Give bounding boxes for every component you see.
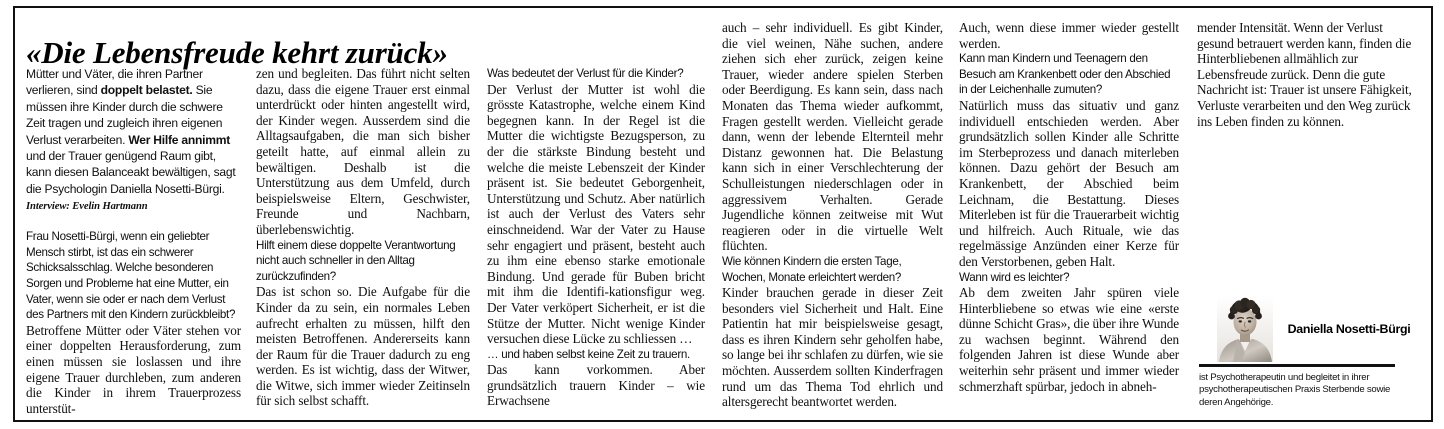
article-headline: «Die Lebensfreude kehrt zurück» (26, 34, 448, 70)
author-bio: ist Psychotherapeutin und begleitet in ihrer psychotherapeutischen Praxis Sterbende sowie deren Angehörige. (1199, 372, 1391, 408)
question-3: Was bedeutet der Verlust für die Kinder? (487, 67, 684, 80)
answer-7-part-2: mender Intensität. Wenn der Verlust gesund betrauert werden kann, finden die Hinterbliebenen allmählich zur Lebensfreude zurück. Denn die gute Nachricht ist: Trauer ist unsere Fähigkeit, Verluste verarbeiten und den Weg zurück ins Leben finden zu können. (1197, 20, 1412, 129)
article-byline: Interview: Evelin Hartmann (26, 201, 148, 213)
lead-part-3: und der Trauer genügend Raum gibt, kann diesen Balanceakt bewältigen, sagt die Psychologin Daniella Nosetti-Bürgi. (26, 149, 236, 196)
text-column-3 (487, 66, 705, 409)
lead-part-2: Sie müssen ihre Kinder durch die schwere Zeit tragen und zugleich ihren eigenen Verlust verarbeiten. (26, 83, 223, 147)
question-2: Hilft einem diese doppelte Verantwortung nicht auch schneller in den Alltag zurückzufinden? (256, 238, 456, 283)
answer-6: Natürlich muss das situativ und ganz individuell entschieden werden. Aber grundsätzlich sollen Kinder alle Schritte im Sterbeprozess und danach miterleben können. Dazu gehört der Besuch am Krankenbett, der Abschied beim Leichnam, die Bestattung. Dieses Miterleben ist für die Trauerarbeit wichtig und hilfreich. Auch Rituale, wie das regelmässige Anzünden einer Kerze für den Verstorbenen, geben Halt. (959, 97, 1179, 269)
author-portrait-photo (1217, 296, 1273, 362)
question-6: Kann man Kindern und Teenagern den Besuch am Krankenbett oder den Abschied in der Leichenhalle zumuten? (959, 52, 1171, 97)
answer-4-part-1: Das kann vorkommen. Aber grundsätzlich trauern Kinder – wie Erwachsene (487, 362, 705, 409)
author-row (1197, 296, 1421, 362)
intro-spacer (26, 213, 241, 229)
answer-5-part-2: Auch, wenn diese immer wieder gestellt werden. (959, 20, 1179, 51)
frame-rule-right (1431, 6, 1433, 422)
question-7: Wann wird es leichter? (959, 270, 1070, 284)
frame-rule-top (13, 6, 1433, 8)
author-name: Daniella Nosetti-Bürgi (1287, 322, 1411, 336)
text-column-1 (26, 66, 241, 416)
lead-paragraph (26, 66, 241, 197)
answer-5-part-1: Kinder brauchen gerade in dieser Zeit besonders viel Sicherheit und Halt. Eine Patientin hat mir beispielsweise gesagt, dass es ihren Kindern sehr geholfen habe, so lange bei ihr schlafen zu dürfen, wie sie möchten. Ausserdem sollten Kinderfragen rund um das Thema Tod ehrlich und altersgerecht beantwortet werden. (722, 285, 943, 410)
text-column-2 (256, 66, 470, 409)
answer-1-part-2: zen und begleiten. Das führt nicht selten dazu, dass die eigene Trauer erst einmal unterdrückt oder hinten angestellt wird, der Kinder wegen. Ausserdem sind die Alltagsaufgaben, die man sich bisher geteilt hatte, auf einmal allein zu bewältigen. Deshalb ist die Unterstützung aus dem Umfeld, durch beispielsweise Eltern, Geschwister, Freunde und Nachbarn, überlebenswichtig. (256, 66, 470, 237)
question-1: Frau Nosetti-Bürgi, wenn ein geliebter Mensch stirbt, ist das ein schwerer Schicksalsschlag. Welche besonderen Sorgen und Probleme hat eine Mutter, ein Vater, wenn sie oder er nach dem Verlust des Partners mit den Kindern zurückbleibt? (26, 230, 236, 322)
frame-rule-left (13, 6, 15, 422)
question-5: Wie können Kindern die ersten Tage, Wochen, Monate erleichtert werden? (722, 254, 902, 284)
text-column-4 (722, 20, 943, 410)
portrait-illustration (1217, 296, 1273, 362)
author-box (1197, 296, 1421, 409)
answer-7-part-1: Ab dem zweiten Jahr spüren viele Hinterbliebene so etwas wie eine «erste dünne Schicht Gras», die über ihre Wunde zu wachsen beginnt. Während den folgenden Jahren ist diese Wunde aber weiterhin sehr präsent und immer wieder schmerzhaft spürbar, jedoch in abneh- (959, 285, 1179, 394)
answer-4-part-2: auch – sehr individuell. Es gibt Kinder, die viel weinen, Nähe suchen, andere ziehen sich eher zurück, zeigen keine Trauer, wieder andere spielen Sterben oder Beerdigung. Es kann sein, dass nach Monaten das Thema wieder aufkommt, Fragen gestellt werden. Vielleicht gerade dann, wenn der lebende Elternteil mehr Distanz gewonnen hat. Die Belastung kann sich in einer Verschlechterung der Schulleistungen niederschlagen oder in aggressivem Verhalten. Gerade Jugendliche können zeitweise mit Wut reagieren oder in die virtuelle Welt flüchten. (722, 20, 943, 254)
answer-3: Der Verlust der Mutter ist wohl die grösste Katastrophe, welche einem Kind begegnen kann. In der Regel ist die Mutter die wichtigste Bezugsperson, zu der die stärkste Bindung besteht und welche die meiste Lebenszeit der Kinder präsent ist. Sie bedeutet Geborgenheit, Unterstützung und Schutz. Aber natürlich ist auch der Verlust des Vaters sehr einschneidend. War der Vater zu Hause sehr engagiert und präsent, besteht auch zu ihm eine ebenso starke emotionale Bindung. Und gerade für Buben bricht mit ihm die Identifi-kationsfigur weg. Der Vater verköpert Sicherheit, er ist die Stütze der Mutter. Nicht wenige Kinder versuchen diese Lücke zu schliessen … (487, 81, 705, 347)
text-column-6 (1197, 20, 1421, 129)
answer-1-part-1: Betroffene Mütter oder Väter stehen vor einer doppelten Herausforderung, zum einen müssen sie loslassen und ihre eigene Trauer durchleben, zum anderen die Kinder in ihrem Trauerprozess unterstüt- (26, 322, 241, 416)
author-divider-rule (1199, 364, 1395, 367)
lead-bold-1: doppelt belastet. (100, 83, 193, 98)
lead-part-1: Mütter und Väter, die ihren Partner verlieren, sind (26, 67, 203, 98)
text-column-5 (959, 20, 1179, 394)
frame-rule-bottom (13, 420, 1433, 422)
lead-bold-2: Wer Hilfe annimmt (128, 132, 231, 147)
question-4: … und haben selbst keine Zeit zu trauern. (487, 347, 690, 361)
answer-2: Das ist schon so. Die Aufgabe für die Kinder da zu sein, ein normales Leben aufrecht erhalten zu müssen, hilft den meisten Betroffenen. Andererseits kann der Raum für die Trauer dadurch zu eng werden. Es ist wichtig, dass der Witwer, die Witwe, sich immer wieder Zeitinseln für sich selbst schafft. (256, 284, 470, 409)
